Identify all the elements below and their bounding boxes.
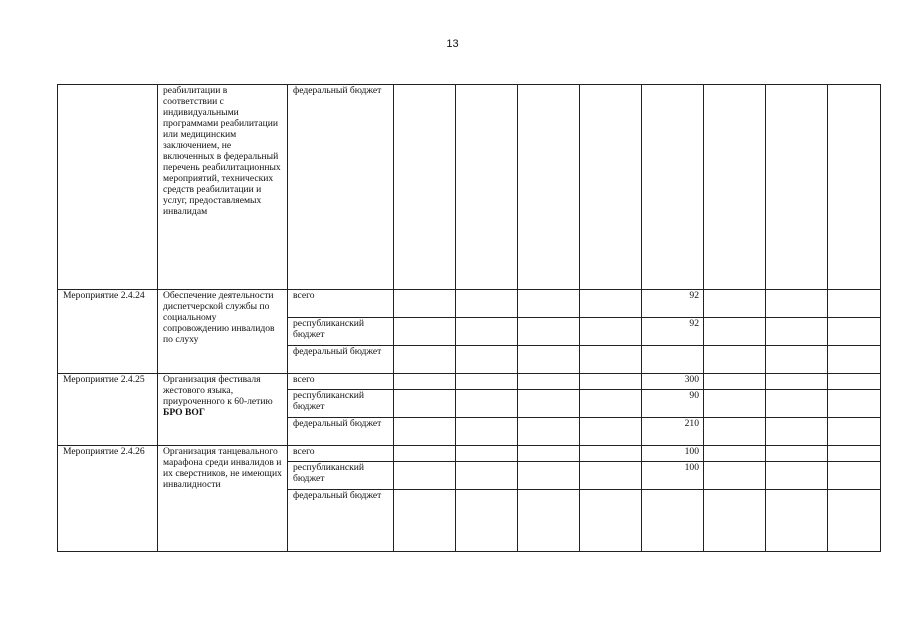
empty-cell <box>704 418 766 446</box>
empty-cell <box>766 390 828 418</box>
empty-cell <box>518 490 580 552</box>
description-cell <box>158 374 288 446</box>
value-cell <box>642 490 704 552</box>
value-cell: 100 <box>642 462 704 490</box>
page-number: 13 <box>446 38 459 50</box>
empty-cell <box>394 374 456 390</box>
table-row <box>58 374 881 390</box>
empty-cell <box>394 318 456 346</box>
description-cell: реабилитации в соответствии с индивидуальными программами реабилитации или медицинским заключением, не включенных в федеральный перечень реабилитационных мероприятий, технических средств реабилитации и услуг, предоставляемых инвалидам <box>158 85 288 290</box>
empty-cell <box>394 290 456 318</box>
empty-cell <box>580 85 642 290</box>
description-cell: Организация танцевального марафона среди инвалидов и их сверстников, не имеющих инвалидности <box>158 446 288 552</box>
empty-cell <box>828 85 881 290</box>
empty-cell <box>766 290 828 318</box>
empty-cell <box>828 374 881 390</box>
source-cell: всего <box>288 290 394 318</box>
value-cell: 300 <box>642 374 704 390</box>
budget-table <box>57 84 881 552</box>
empty-cell <box>766 490 828 552</box>
source-cell: республиканский бюджет <box>288 318 394 346</box>
value-cell: 92 <box>642 290 704 318</box>
empty-cell <box>828 346 881 374</box>
empty-cell <box>580 290 642 318</box>
empty-cell <box>580 418 642 446</box>
empty-cell <box>828 290 881 318</box>
empty-cell <box>580 490 642 552</box>
empty-cell <box>394 490 456 552</box>
value-cell: 100 <box>642 446 704 462</box>
source-cell: федеральный бюджет <box>288 490 394 552</box>
value-cell: 92 <box>642 318 704 346</box>
empty-cell <box>456 418 518 446</box>
empty-cell <box>704 290 766 318</box>
empty-cell <box>518 418 580 446</box>
empty-cell <box>394 390 456 418</box>
source-cell: республиканский бюджет <box>288 390 394 418</box>
empty-cell <box>518 446 580 462</box>
description-bold-text: БРО ВОГ <box>163 407 205 418</box>
empty-cell <box>766 446 828 462</box>
empty-cell <box>518 346 580 374</box>
empty-cell <box>704 85 766 290</box>
empty-cell <box>580 318 642 346</box>
empty-cell <box>518 318 580 346</box>
empty-cell <box>828 390 881 418</box>
empty-cell <box>704 446 766 462</box>
empty-cell <box>766 418 828 446</box>
empty-cell <box>766 85 828 290</box>
empty-cell <box>580 374 642 390</box>
empty-cell <box>704 462 766 490</box>
empty-cell <box>518 290 580 318</box>
empty-cell <box>456 290 518 318</box>
empty-cell <box>518 374 580 390</box>
empty-cell <box>704 390 766 418</box>
source-cell: федеральный бюджет <box>288 418 394 446</box>
empty-cell <box>456 446 518 462</box>
empty-cell <box>518 462 580 490</box>
source-cell: федеральный бюджет <box>288 346 394 374</box>
empty-cell <box>394 446 456 462</box>
table-row <box>58 85 881 290</box>
empty-cell <box>580 390 642 418</box>
value-cell <box>642 346 704 374</box>
empty-cell <box>518 390 580 418</box>
measure-cell: Мероприятие 2.4.25 <box>58 374 158 446</box>
measure-cell: Мероприятие 2.4.24 <box>58 290 158 374</box>
empty-cell <box>704 490 766 552</box>
empty-cell <box>394 418 456 446</box>
empty-cell <box>766 374 828 390</box>
table-row <box>58 290 881 318</box>
empty-cell <box>704 374 766 390</box>
empty-cell <box>394 462 456 490</box>
empty-cell <box>580 462 642 490</box>
value-cell <box>642 85 704 290</box>
empty-cell <box>704 346 766 374</box>
empty-cell <box>828 418 881 446</box>
value-cell: 90 <box>642 390 704 418</box>
empty-cell <box>456 374 518 390</box>
empty-cell <box>456 346 518 374</box>
measure-cell: Мероприятие 2.4.26 <box>58 446 158 552</box>
empty-cell <box>766 346 828 374</box>
measure-cell <box>58 85 158 290</box>
empty-cell <box>580 346 642 374</box>
description-cell: Обеспечение деятельности диспетчерской службы по социальному сопровождению инвалидов по слуху <box>158 290 288 374</box>
table-row <box>58 446 881 462</box>
empty-cell <box>456 318 518 346</box>
source-cell: республиканский бюджет <box>288 462 394 490</box>
empty-cell <box>456 462 518 490</box>
empty-cell <box>456 390 518 418</box>
empty-cell <box>394 346 456 374</box>
source-cell: всего <box>288 446 394 462</box>
source-cell: федеральный бюджет <box>288 85 394 290</box>
empty-cell <box>704 318 766 346</box>
empty-cell <box>766 318 828 346</box>
empty-cell <box>580 446 642 462</box>
source-cell: всего <box>288 374 394 390</box>
description-text: Организация фестиваля жестового языка, приуроченного к 60-летию <box>163 374 273 407</box>
empty-cell <box>828 318 881 346</box>
empty-cell <box>456 85 518 290</box>
value-cell: 210 <box>642 418 704 446</box>
empty-cell <box>518 85 580 290</box>
empty-cell <box>828 462 881 490</box>
empty-cell <box>766 462 828 490</box>
empty-cell <box>828 490 881 552</box>
empty-cell <box>456 490 518 552</box>
empty-cell <box>394 85 456 290</box>
empty-cell <box>828 446 881 462</box>
